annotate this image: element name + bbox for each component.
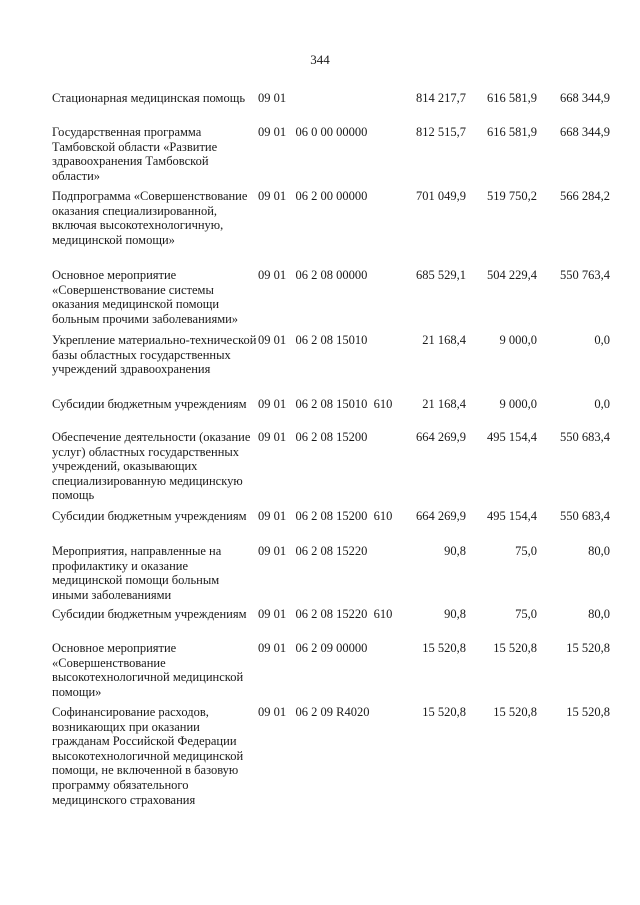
row-name: Основное мероприятие «Совершенствование системы оказания медицинской помощи больным прочими заболеваниями» (52, 268, 239, 326)
row-name: Государственная программа Тамбовской области «Развитие здравоохранения Тамбовской области» (52, 125, 218, 183)
row-value-2: 495 154,4 (487, 509, 537, 523)
row-code: 09 01 06 2 09 R4020 (258, 705, 370, 719)
row-name: Стационарная медицинская помощь (52, 91, 246, 105)
row-value-3: 80,0 (588, 544, 610, 558)
row-value-1: 814 217,7 (416, 91, 466, 105)
row-value-2: 15 520,8 (493, 641, 537, 655)
row-code: 09 01 06 2 08 15010 610 (258, 397, 393, 411)
row-value-2: 75,0 (515, 544, 537, 558)
row-value-3: 15 520,8 (566, 705, 610, 719)
row-value-1: 21 168,4 (422, 397, 466, 411)
row-value-1: 812 515,7 (416, 125, 466, 139)
row-code: 09 01 (258, 91, 287, 105)
row-value-3: 566 284,2 (560, 189, 610, 203)
row-value-1: 701 049,9 (416, 189, 466, 203)
row-code: 09 01 06 0 00 00000 (258, 125, 368, 139)
row-value-1: 90,8 (444, 544, 466, 558)
row-code: 09 01 06 2 08 15200 610 (258, 509, 393, 523)
page-number: 344 (310, 52, 330, 67)
row-value-2: 616 581,9 (487, 91, 537, 105)
row-code: 09 01 06 2 08 15220 (258, 544, 368, 558)
row-value-3: 0,0 (594, 397, 610, 411)
row-value-2: 9 000,0 (499, 397, 537, 411)
row-value-3: 15 520,8 (566, 641, 610, 655)
row-code: 09 01 06 2 08 15220 610 (258, 607, 393, 621)
row-name: Подпрограмма «Совершенствование оказания специализированной, включая высокотехнологичную, медицинской помощи» (52, 189, 248, 247)
row-value-1: 15 520,8 (422, 641, 466, 655)
row-code: 09 01 06 2 00 00000 (258, 189, 368, 203)
row-value-3: 668 344,9 (560, 125, 610, 139)
row-name: Субсидии бюджетным учреждениям (52, 509, 247, 523)
row-name: Обеспечение деятельности (оказание услуг) областных государственных учреждений, оказывающих специализированную медицинскую помощь (52, 430, 251, 503)
row-value-2: 9 000,0 (499, 333, 537, 347)
row-value-1: 685 529,1 (416, 268, 466, 282)
row-value-1: 664 269,9 (416, 430, 466, 444)
row-value-3: 550 763,4 (560, 268, 610, 282)
row-code: 09 01 06 2 09 00000 (258, 641, 368, 655)
row-code: 09 01 06 2 08 15010 (258, 333, 368, 347)
row-name: Субсидии бюджетным учреждениям (52, 607, 247, 621)
row-name: Укрепление материально-технической базы областных государственных учреждений здравоохранения (52, 333, 257, 377)
row-code: 09 01 06 2 08 00000 (258, 268, 368, 282)
row-value-2: 75,0 (515, 607, 537, 621)
row-value-3: 80,0 (588, 607, 610, 621)
row-name: Софинансирование расходов, возникающих при оказании гражданам Российской Федерации высокотехнологичной медицинской помощи, не включенной в базовую программу обязательного медицинского страхования (52, 705, 244, 807)
row-name: Основное мероприятие «Совершенствование высокотехнологичной медицинской помощи» (52, 641, 244, 699)
row-value-2: 495 154,4 (487, 430, 537, 444)
row-name: Субсидии бюджетным учреждениям (52, 397, 247, 411)
row-value-3: 668 344,9 (560, 91, 610, 105)
row-value-1: 21 168,4 (422, 333, 466, 347)
row-code: 09 01 06 2 08 15200 (258, 430, 368, 444)
row-name: Мероприятия, направленные на профилактику и оказание медицинской помощи больным иными заболеваниями (52, 544, 222, 602)
row-value-2: 519 750,2 (487, 189, 537, 203)
row-value-3: 550 683,4 (560, 509, 610, 523)
row-value-1: 15 520,8 (422, 705, 466, 719)
row-value-3: 0,0 (594, 333, 610, 347)
row-value-2: 15 520,8 (493, 705, 537, 719)
row-value-2: 616 581,9 (487, 125, 537, 139)
row-value-1: 664 269,9 (416, 509, 466, 523)
row-value-3: 550 683,4 (560, 430, 610, 444)
row-value-2: 504 229,4 (487, 268, 537, 282)
row-value-1: 90,8 (444, 607, 466, 621)
